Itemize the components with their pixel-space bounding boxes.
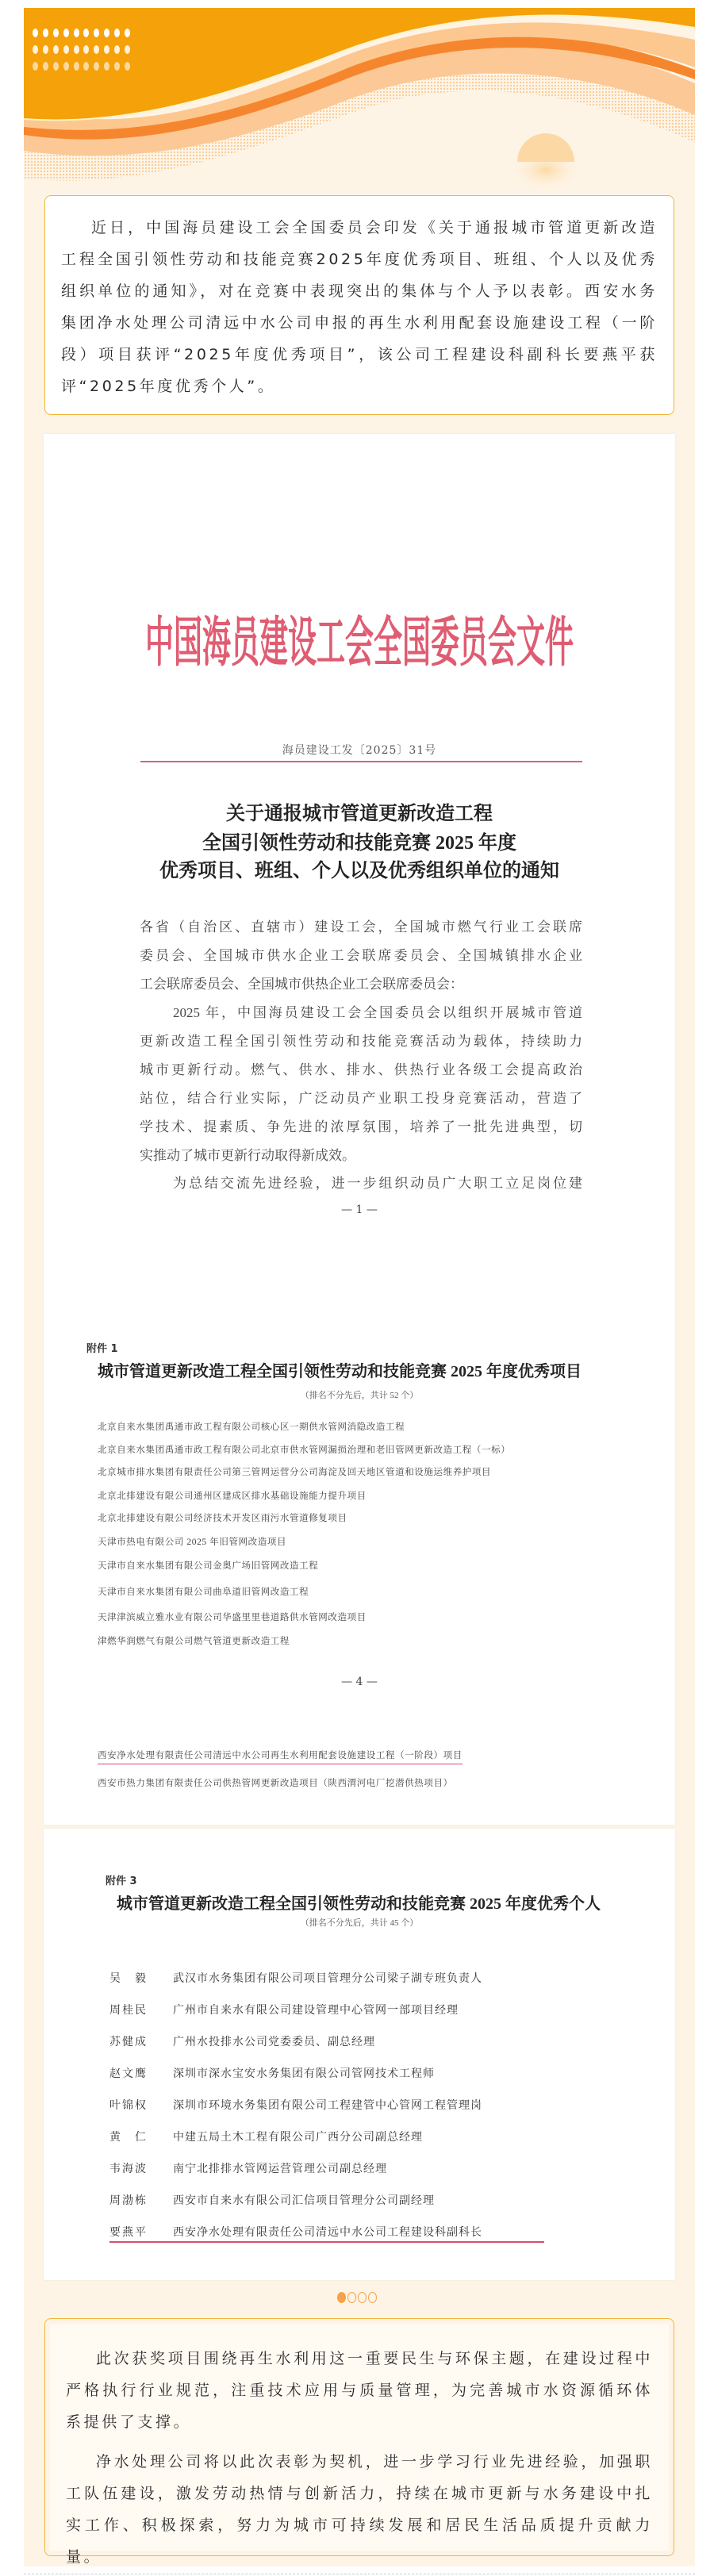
person-title: 深圳市深水宝安水务集团有限公司管网技术工程师 — [173, 2068, 435, 2080]
person-title: 中建五局土木工程有限公司广西分公司副总经理 — [173, 2132, 423, 2144]
project-item: 津燃华润燃气有限公司燃气管道更新改造工程 — [98, 1637, 290, 1646]
attachment-title: 城市管道更新改造工程全国引领性劳动和技能竞赛 2025 年度优秀项目 — [98, 1363, 582, 1380]
document-body-line: 为总结交流先进经验，进一步组织动员广大职工立足岗位建 — [173, 1176, 582, 1191]
attachment-label: 附件 1 — [86, 1343, 118, 1355]
person-name: 要燕平 — [109, 2227, 148, 2239]
document-body-line: 各省（自治区、直辖市）建设工会，全国城市燃气行业工会联席 — [140, 919, 582, 935]
carousel-dot-active[interactable] — [337, 2292, 346, 2303]
masthead-divider — [140, 761, 582, 762]
decorative-dots — [33, 29, 167, 79]
person-name: 周渤栋 — [109, 2195, 148, 2207]
carousel-dot[interactable] — [347, 2292, 356, 2303]
document-body-line: 学技术、提素质、争先进的浓厚氛围，培养了一批先进典型，切 — [140, 1119, 582, 1134]
document-title-line: 优秀项目、班组、个人以及优秀组织单位的通知 — [159, 861, 559, 881]
person-name: 吴 毅 — [109, 1973, 148, 1985]
person-name: 韦海波 — [109, 2163, 148, 2175]
document-number: 海员建设工发〔2025〕31号 — [282, 744, 437, 757]
person-name: 周桂民 — [109, 2005, 148, 2017]
document-body-line: 城市更新行动。燃气、供水、排水、供热行业各级工会提高政治 — [140, 1062, 582, 1077]
document-body-line: 工会联席委员会、全国城市供热企业工会联席委员会： — [140, 977, 463, 992]
person-title: 武汉市水务集团有限公司项目管理分公司梁子湖专班负责人 — [173, 1973, 482, 1985]
document-body-line: 更新改造工程全国引领性劳动和技能竞赛活动为载体，持续助力 — [140, 1034, 582, 1049]
project-item: 天津市自来水集团有限公司曲阜道旧管网改造工程 — [98, 1587, 309, 1597]
document-title-line: 全国引领性劳动和技能竞赛 2025 年度 — [202, 833, 516, 854]
document-body-line: 站位，结合行业实际，广泛动员产业职工投身竞赛活动，营造了 — [140, 1091, 582, 1106]
project-item: 天津市自来水集团有限公司金奥广场旧管网改造工程 — [98, 1561, 319, 1571]
person-title: 深圳市环境水务集团有限公司工程建管中心管网工程管理岗 — [173, 2100, 482, 2112]
person-title: 广州市自来水有限公司建设管理中心管网一部项目经理 — [173, 2005, 459, 2017]
project-item: 北京北排建设有限公司通州区建成区排水基础设施能力提升项目 — [98, 1491, 367, 1501]
project-item: 北京自来水集团禹通市政工程有限公司北京市供水管网漏损治理和老旧管网更新改造工程（一标） — [98, 1445, 511, 1455]
closing-paragraph: 净水处理公司将以此次表彰为契机，进一步学习行业先进经验，加强职工队伍建设，激发劳动热情与创新活力，持续在城市更新与水务建设中扎实工作、积极探索，努力为城市可持续发展和居民生活品质提升贡献力量。 — [66, 2453, 653, 2566]
attachment-title: 城市管道更新改造工程全国引领性劳动和技能竞赛 2025 年度优秀个人 — [117, 1895, 601, 1913]
project-item: 北京城市排水集团有限责任公司第三管网运营分公司海淀及回天地区管道和设施运维养护项目 — [98, 1468, 492, 1477]
person-name: 苏健成 — [109, 2037, 148, 2048]
attachment-subtitle: （排名不分先后，共计 52 个） — [300, 1391, 419, 1400]
project-item: 北京北排建设有限公司经济技术开发区雨污水管道修复项目 — [98, 1514, 347, 1523]
carousel-dot[interactable] — [368, 2292, 377, 2303]
document-image-individuals — [44, 1829, 675, 2280]
carousel-indicator[interactable] — [337, 2292, 377, 2303]
attachment-label: 附件 3 — [106, 1875, 137, 1887]
project-item: 天津津滨威立雅水业有限公司华盛里里巷道路供水管网改造项目 — [98, 1613, 367, 1622]
document-body-line: 2025 年，中国海员建设工会全国委员会以组织开展城市管道 — [173, 1005, 582, 1020]
person-title: 西安市自来水有限公司汇信项目管理分公司副经理 — [173, 2195, 435, 2207]
page-number: — 4 — — [341, 1676, 378, 1688]
highlighted-project-item: 西安净水处理有限责任公司清远中水公司再生水利用配套设施建设工程（一阶段）项目 — [98, 1749, 463, 1764]
page-number: — 1 — — [341, 1204, 378, 1216]
highlight-underline — [109, 2241, 544, 2243]
document-body-line: 委员会、全国城市供水企业工会联席委员会、全国城镇排水企业 — [140, 948, 582, 963]
document-body-line: 实推动了城市更新行动取得新成效。 — [140, 1148, 355, 1163]
project-item: 天津市热电有限公司 2025 年旧管网改造项目 — [98, 1538, 287, 1547]
closing-box — [44, 2318, 674, 2566]
project-item: 西安市热力集团有限责任公司供热管网更新改造项目（陕西渭河电厂挖潜供热项目） — [98, 1779, 453, 1788]
person-name: 黄 仁 — [109, 2132, 148, 2144]
document-masthead: 中国海员建设工会全国委员会文件 — [144, 612, 574, 674]
document-title-line: 关于通报城市管道更新改造工程 — [226, 804, 493, 824]
person-name: 赵文鹰 — [109, 2068, 148, 2080]
project-item: 北京自来水集团禹通市政工程有限公司核心区一期供水管网消隐改造工程 — [98, 1422, 405, 1432]
person-name: 叶锦权 — [109, 2100, 148, 2112]
intro-box — [44, 195, 674, 415]
person-title: 西安净水处理有限责任公司清远中水公司工程建设科副科长 — [173, 2227, 482, 2239]
carousel-dot[interactable] — [358, 2292, 367, 2303]
intro-paragraph: 近日，中国海员建设工会全国委员会印发《关于通报城市管道更新改造工程全国引领性劳动和技能竞赛2025年度优秀项目、班组、个人以及优秀组织单位的通知》，对在竞赛中表现突出的集体与个人予以表彰。西安水务集团净水处理公司清远中水公司申报的再生水利用配套设施建设工程（一阶段）项目获评“2025年度优秀项目”，该公司工程建设科副科长要燕平获评“2025年度优秀个人”。 — [61, 219, 658, 395]
document-image-notice — [44, 434, 675, 1825]
person-title: 广州水投排水公司党委委员、副总经理 — [173, 2037, 375, 2048]
closing-paragraph: 此次获奖项目围绕再生水利用这一重要民生与环保主题，在建设过程中严格执行行业规范，注重技术应用与质量管理，为完善城市水资源循环体系提供了支撑。 — [66, 2350, 653, 2431]
attachment-subtitle: （排名不分先后，共计 45 个） — [300, 1918, 419, 1928]
person-title: 南宁北排排水管网运营管理公司副总经理 — [173, 2163, 387, 2175]
